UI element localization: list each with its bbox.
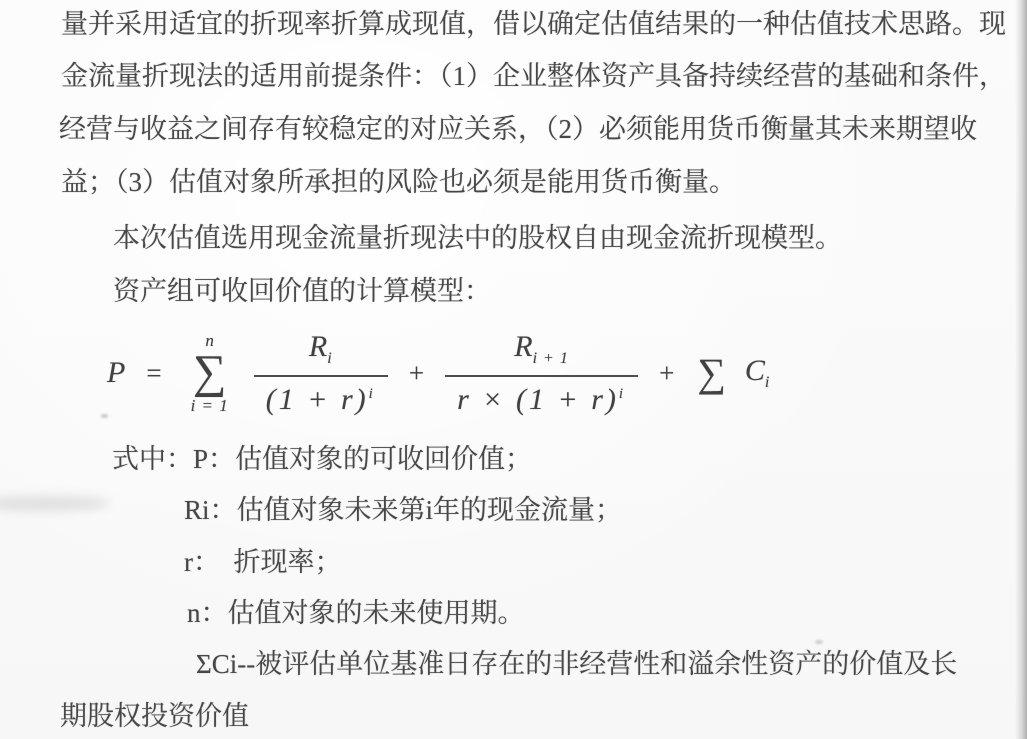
- plus-sign: +: [408, 357, 425, 388]
- sigma-icon: ∑: [192, 345, 227, 398]
- body-line-3: 经营与收益之间存有较稳定的对应关系，（2）必须能用货币衡量其未来期望收: [59, 114, 977, 144]
- formula-legend-n: n：估值对象的未来使用期。: [187, 598, 525, 628]
- subscript-i: i: [327, 349, 333, 367]
- sigma-icon: ∑: [697, 350, 726, 395]
- summation-with-limits: [191, 332, 229, 415]
- fraction-2-numerator: [504, 329, 579, 375]
- recoverable-value-formula: [107, 325, 770, 421]
- plus-sign: +: [659, 357, 675, 388]
- body-line-2: 金流量折现法的适用前提条件：（1）企业整体资产具备持续经营的基础和条件，: [61, 61, 1006, 91]
- formula-legend-p: 式中：P：估值对象的可收回价值；: [112, 444, 533, 474]
- scan-smudge: [0, 496, 110, 511]
- var-c: C: [744, 354, 765, 387]
- subscript-i-plus-1: i + 1: [532, 349, 569, 367]
- fraction-1-numerator: [299, 329, 343, 375]
- formula-legend-ri: Ri：估值对象未来第i年的现金流量；: [184, 495, 623, 525]
- var-r-cashflow: R: [308, 329, 328, 363]
- formula-legend-r: r： 折现率；: [184, 547, 342, 577]
- fraction-term-1: [254, 329, 388, 416]
- exponent-i: i: [618, 385, 627, 402]
- formula-legend-sigma-ci: ΣCi--被评估单位基准日存在的非经营性和溢余性资产的价值及长: [196, 649, 958, 679]
- discount-factor: (1 + r): [265, 382, 369, 416]
- model-selection-line: 本次估值选用现金流量折现法中的股权自由现金流折现模型。: [113, 223, 842, 253]
- fraction-1-denominator: [254, 375, 388, 415]
- fraction-term-2: [445, 329, 638, 416]
- equals-sign: =: [146, 357, 162, 388]
- perpetuity-factor: r × (1 + r): [457, 382, 619, 416]
- exponent-i: i: [368, 385, 376, 402]
- model-intro-line: 资产组可收回价值的计算模型：: [113, 276, 491, 306]
- sum-upper-limit: n: [205, 330, 214, 350]
- body-line-4: 益；（3）估值对象所承担的风险也必须是能用货币衡量。: [61, 167, 736, 197]
- formula-legend-continuation: 期股权投资价值: [60, 701, 249, 731]
- subscript-i: i: [764, 374, 771, 391]
- sum-lower-limit: i = 1: [190, 396, 229, 416]
- body-line-1: 量并采用适宜的折现率折算成现值，借以确定估值结果的一种估值技术思路。现: [61, 9, 1006, 39]
- var-p: P: [107, 356, 126, 389]
- scan-speck: [815, 640, 823, 644]
- scan-edge-shadow: [1015, 0, 1027, 739]
- surplus-assets-term: [745, 354, 770, 392]
- fraction-2-denominator: [445, 375, 638, 415]
- var-r-terminal: R: [514, 329, 533, 363]
